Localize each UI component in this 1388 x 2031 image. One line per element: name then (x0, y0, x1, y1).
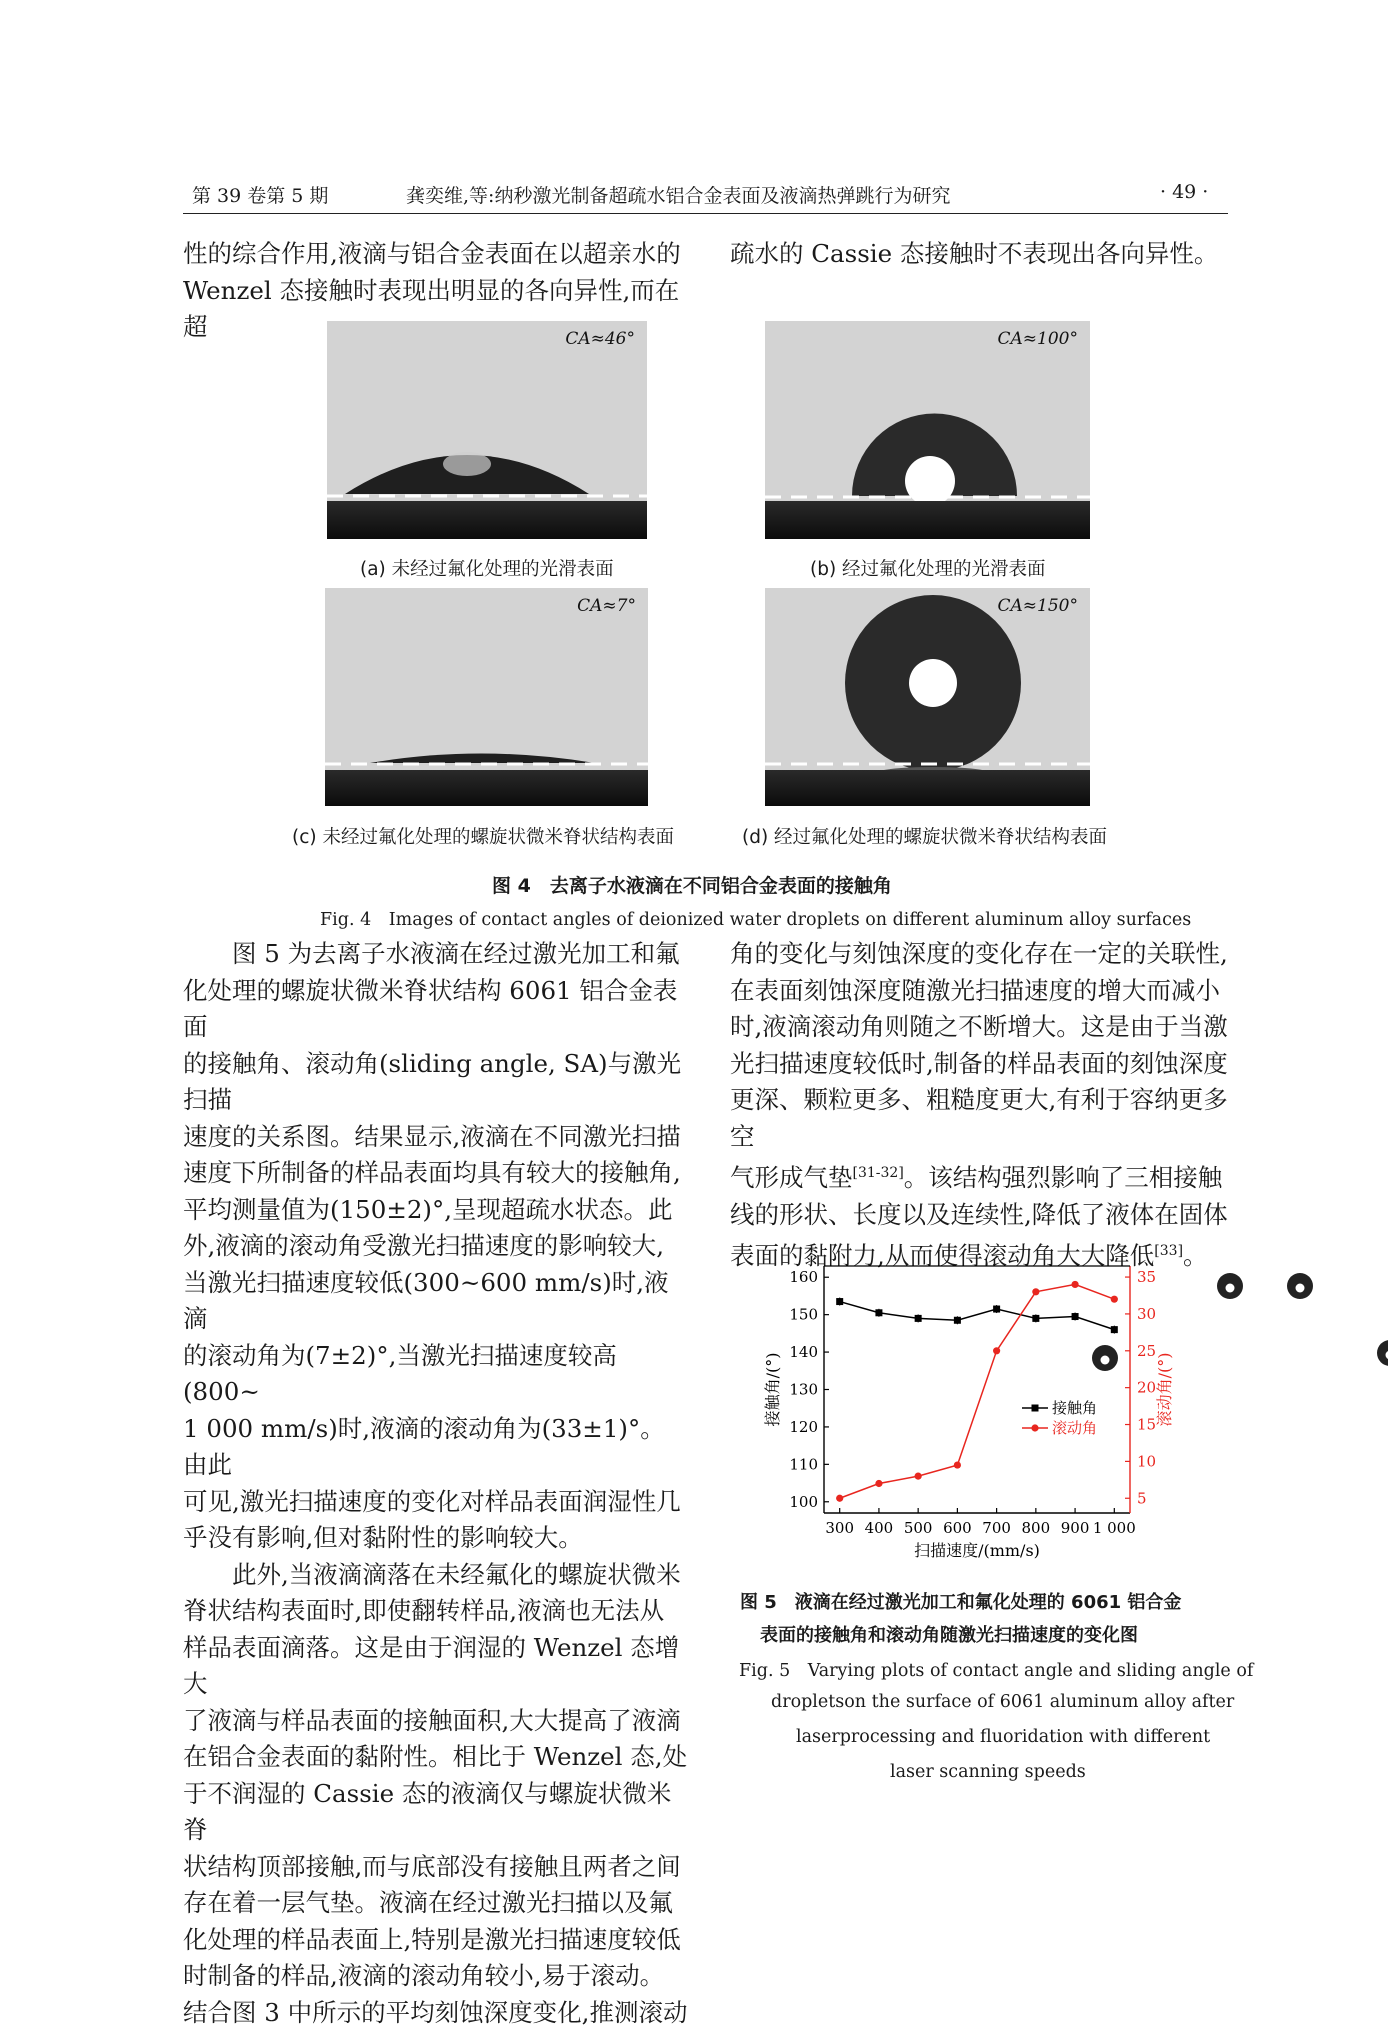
y-left-tick-label: 150 (789, 1306, 818, 1324)
data-point (915, 1473, 922, 1480)
text-line: 1 000 mm/s)时,液滴的滚动角为(33±1)°。由此 (183, 1411, 688, 1484)
page-number: · 49 · (1160, 181, 1208, 203)
panel-caption-a: (a) 未经过氟化处理的光滑表面 (360, 555, 614, 581)
y-left-tick-label: 110 (789, 1455, 818, 1473)
y-right-tick-label: 20 (1137, 1379, 1156, 1397)
text-line: 化处理的螺旋状微米脊状结构 6061 铝合金表面 (183, 973, 688, 1046)
photo-panel-a (327, 321, 647, 539)
y-left-tick-label: 130 (789, 1381, 818, 1399)
legend-marker (1031, 1424, 1038, 1431)
text-line: 状结构顶部接触,而与底部没有接触且两者之间 (183, 1849, 688, 1886)
text-line: 在表面刻蚀深度随激光扫描速度的增大而减小 (730, 973, 1240, 1010)
text-line: 了液滴与样品表面的接触面积,大大提高了液滴 (183, 1703, 688, 1740)
text-line: 速度的关系图。结果显示,液滴在不同激光扫描 (183, 1119, 688, 1156)
contact-angle-label: CA≈150° (998, 596, 1078, 616)
figure5-caption-zh-2: 表面的接触角和滚动角随激光扫描速度的变化图 (760, 1621, 1138, 1647)
data-point (1111, 1296, 1118, 1303)
data-point (836, 1298, 843, 1305)
x-axis-title: 扫描速度/(mm/s) (914, 1541, 1040, 1560)
droplet-inset-highlight (1296, 1284, 1305, 1293)
y-right-axis-title: 滚动角/(°) (1155, 1353, 1174, 1427)
photo-panel-d (765, 588, 1090, 806)
droplet-inset-highlight (1101, 1356, 1110, 1365)
text-line: 线的形状、长度以及连续性,降低了液体在固体 (730, 1197, 1240, 1234)
figure4-caption-en: Fig. 4 Images of contact angles of deionized water droplets on different aluminum alloy surfaces (320, 906, 1191, 931)
text-line: 的接触角、滚动角(sliding angle, SA)与激光扫描 (183, 1046, 688, 1119)
x-tick-label: 700 (982, 1519, 1011, 1537)
text-line: 时,液滴滚动角则随之不断增大。这是由于当激 (730, 1009, 1240, 1046)
chart-figure5 (740, 1248, 1170, 1568)
data-point (1072, 1313, 1079, 1320)
text-line: 外,液滴的滚动角受激光扫描速度的影响较大, (183, 1228, 688, 1265)
text-line: 乎没有影响,但对黏附性的影响较大。 (183, 1520, 688, 1557)
intro-right (730, 236, 1230, 273)
text-span: 气形成气垫 (730, 1163, 853, 1192)
right-column (730, 936, 1240, 1275)
panel-caption-b: (b) 经过氟化处理的光滑表面 (810, 555, 1046, 581)
panel-caption-d: (d) 经过氟化处理的螺旋状微米脊状结构表面 (742, 823, 1107, 849)
data-point (875, 1480, 882, 1487)
text-line: 角的变化与刻蚀深度的变化存在一定的关联性, (730, 936, 1240, 973)
y-right-tick-label: 35 (1137, 1268, 1156, 1286)
contact-angle-label: CA≈100° (998, 329, 1078, 349)
citation[interactable]: [31-32] (853, 1165, 904, 1181)
photo-panel-c (325, 588, 648, 806)
journal-issue: 第 39 卷第 5 期 (192, 181, 328, 208)
text-line: 平均测量值为(150±2)°,呈现超疏水状态。此 (183, 1192, 688, 1229)
y-left-tick-label: 120 (789, 1418, 818, 1436)
text-line: 性的综合作用,液滴与铝合金表面在以超亲水的 (183, 236, 688, 273)
data-point (836, 1495, 843, 1502)
figure5-caption-en-3: laserprocessing and fluoridation with different (796, 1727, 1210, 1747)
text-line: 可见,激光扫描速度的变化对样品表面润湿性几 (183, 1484, 688, 1521)
text-line: 疏水的 Cassie 态接触时不表现出各向异性。 (730, 236, 1230, 273)
text-line: 图 5 为去离子水液滴在经过激光加工和氟 (183, 936, 688, 973)
x-tick-label: 800 (1022, 1519, 1051, 1537)
x-tick-label: 500 (904, 1519, 933, 1537)
panel-caption-c: (c) 未经过氟化处理的螺旋状微米脊状结构表面 (292, 823, 674, 849)
legend-label: 滚动角 (1052, 1419, 1097, 1437)
y-right-tick-label: 5 (1137, 1489, 1147, 1507)
text-line: 此外,当液滴滴落在未经氟化的螺旋状微米 (183, 1557, 688, 1594)
citation[interactable]: [33] (1154, 1243, 1183, 1259)
substrate (325, 770, 648, 806)
figure5-caption-en-1: Fig. 5 Varying plots of contact angle and sliding angle of (739, 1657, 1253, 1682)
substrate (327, 501, 647, 539)
left-column (183, 936, 688, 2031)
data-point (915, 1315, 922, 1322)
header-rule (183, 213, 1228, 214)
y-left-tick-label: 100 (789, 1493, 818, 1511)
figure4-caption-zh: 图 4 去离子水液滴在不同铝合金表面的接触角 (492, 871, 892, 898)
y-right-tick-label: 10 (1137, 1452, 1156, 1470)
text-span: 表面的黏附力,从而使得滚动角大大降低 (730, 1241, 1154, 1270)
data-point (875, 1309, 882, 1316)
photo-panel-b (765, 321, 1090, 539)
data-point (1032, 1315, 1039, 1322)
y-right-tick-label: 30 (1137, 1305, 1156, 1323)
text-line: 更深、颗粒更多、粗糙度更大,有利于容纳更多空 (730, 1082, 1240, 1155)
legend-marker (1032, 1405, 1039, 1412)
text-line: 时制备的样品,液滴的滚动角较小,易于滚动。 (183, 1958, 688, 1995)
contact-angle-label: CA≈7° (577, 596, 636, 616)
text-line: 光扫描速度较低时,制备的样品表面的刻蚀深度 (730, 1046, 1240, 1083)
contact-angle-label: CA≈46° (565, 329, 635, 349)
data-point (954, 1317, 961, 1324)
y-left-tick-label: 140 (789, 1343, 818, 1361)
text-span: 。该结构强烈影响了三相接触 (904, 1163, 1223, 1192)
x-tick-label: 900 (1061, 1519, 1090, 1537)
y-right-tick-label: 15 (1137, 1416, 1156, 1434)
data-point (1032, 1288, 1039, 1295)
y-left-axis-title: 接触角/(°) (763, 1353, 782, 1427)
figure5-caption-zh-1: 图 5 液滴在经过激光加工和氟化处理的 6061 铝合金 (740, 1588, 1181, 1614)
x-tick-label: 400 (865, 1519, 894, 1537)
data-point (993, 1347, 1000, 1354)
text-line: Wenzel 态接触时表现出明显的各向异性,而在超 (183, 273, 688, 346)
data-point (1071, 1281, 1078, 1288)
text-line: 速度下所制备的样品表面均具有较大的接触角, (183, 1155, 688, 1192)
x-tick-label: 600 (943, 1519, 972, 1537)
droplet-inset-highlight (1226, 1284, 1235, 1293)
text-line: 化处理的样品表面上,特别是激光扫描速度较低 (183, 1922, 688, 1959)
text-line: 的滚动角为(7±2)°,当激光扫描速度较高(800~ (183, 1338, 688, 1411)
y-right-tick-label: 25 (1137, 1342, 1156, 1360)
text-line: 当激光扫描速度较低(300~600 mm/s)时,液滴 (183, 1265, 688, 1338)
data-point (954, 1461, 961, 1468)
substrate (765, 770, 1090, 806)
figure5-caption-en-2: dropletson the surface of 6061 aluminum alloy after (771, 1692, 1234, 1712)
text-line (730, 1155, 1240, 1197)
text-line: 于不润湿的 Cassie 态的液滴仅与螺旋状微米脊 (183, 1776, 688, 1849)
y-left-tick-label: 160 (789, 1268, 818, 1286)
running-title: 龚奕维,等:纳秒激光制备超疏水铝合金表面及液滴热弹跳行为研究 (406, 181, 950, 208)
legend-label: 接触角 (1052, 1399, 1097, 1417)
x-tick-label: 1 000 (1093, 1519, 1136, 1537)
substrate (765, 501, 1090, 539)
text-span: 。 (1183, 1241, 1208, 1270)
x-tick-label: 300 (825, 1519, 854, 1537)
text-line: 结合图 3 中所示的平均刻蚀深度变化,推测滚动 (183, 1995, 688, 2031)
text-line: 在铝合金表面的黏附性。相比于 Wenzel 态,处 (183, 1739, 688, 1776)
data-point (993, 1306, 1000, 1313)
text-line: 存在着一层气垫。液滴在经过激光扫描以及氟 (183, 1885, 688, 1922)
figure5-caption-en-4: laser scanning speeds (890, 1762, 1086, 1782)
data-point (1111, 1326, 1118, 1333)
text-line: 样品表面滴落。这是由于润湿的 Wenzel 态增大 (183, 1630, 688, 1703)
text-line: 脊状结构表面时,即使翻转样品,液滴也无法从 (183, 1593, 688, 1630)
